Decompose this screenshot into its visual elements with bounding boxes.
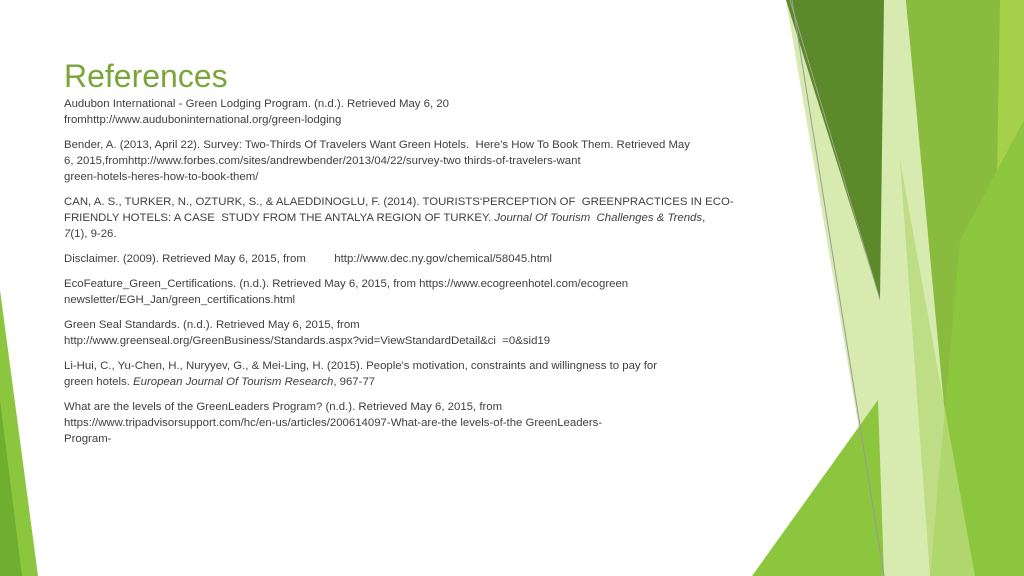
journal-title: European Journal Of Tourism Research [133,376,334,388]
reference-text: FRIENDLY HOTELS: A CASE STUDY FROM THE ANTALYA REGION OF TURKEY. [64,212,495,224]
reference-line: newsletter/EGH_Jan/green_certifications.html [64,294,296,306]
reference-line: http://www.greenseal.org/GreenBusiness/Standards.aspx?vid=ViewStandardDetail&ci =0&sid19 [64,335,551,347]
reference-line: What are the levels of the GreenLeaders Program? (n.d.). Retrieved May 6, 2015, from [64,401,503,413]
page-title: References [64,58,228,94]
reference-line: Bender, A. (2013, April 22). Survey: Two-Thirds Of Travelers Want Green Hotels. Here's How To Book Them. Retrieved May [64,139,690,151]
reference-item-can [64,194,776,242]
reference-line: https://www.tripadvisorsupport.com/hc/en-us/articles/200614097-What-are-the levels-of-the GreenLeaders- [64,417,603,429]
journal-title: Journal Of Tourism Challenges & Trends [494,212,703,224]
reference-line: Li-Hui, C., Yu-Chen, H., Nuryyev, G., & Mei-Ling, H. (2015). People's motivation, constraints and willingness to pay for [64,360,658,372]
reference-line: Program- [64,433,112,445]
reference-item-ecofeature [64,276,776,308]
reference-line: Audubon International - Green Lodging Program. (n.d.). Retrieved May 6, 20 [64,98,449,110]
reference-item-li-hui [64,358,776,390]
reference-text: (1), 9-26. [70,228,117,240]
reference-line: EcoFeature_Green_Certifications. (n.d.). Retrieved May 6, 2015, from https://www.ecogreenhotel.com/ecogreen [64,278,629,290]
reference-line [64,374,776,390]
reference-list [64,96,776,456]
reference-item-audubon [64,96,776,128]
reference-text: green hotels. [64,376,134,388]
reference-line [64,226,776,242]
reference-line: green-hotels-heres-how-to-book-them/ [64,171,259,183]
reference-line [64,210,776,226]
volume-number: 7 [64,228,71,240]
reference-line: Disclaimer. (2009). Retrieved May 6, 2015, from http://www.dec.ny.gov/chemical/58045.html [64,253,552,265]
reference-line: 6, 2015,fromhttp://www.forbes.com/sites/andrewbender/2013/04/22/survey-two thirds-of-travelers-want [64,155,581,167]
reference-line: CAN, A. S., TURKER, N., OZTURK, S., & ALAEDDINOGLU, F. (2014). TOURISTS‘PERCEPTION OF GREENPRACTICES IN ECO- [64,196,734,208]
reference-item-greenleaders [64,399,776,447]
reference-line: Green Seal Standards. (n.d.). Retrieved May 6, 2015, from [64,319,360,331]
reference-item-disclaimer [64,251,776,267]
reference-item-green-seal [64,317,776,349]
reference-text: , 967-77 [333,376,376,388]
reference-line: fromhttp://www.auduboninternational.org/green-lodging [64,114,342,126]
reference-item-bender [64,137,776,185]
reference-text: , [702,212,706,224]
